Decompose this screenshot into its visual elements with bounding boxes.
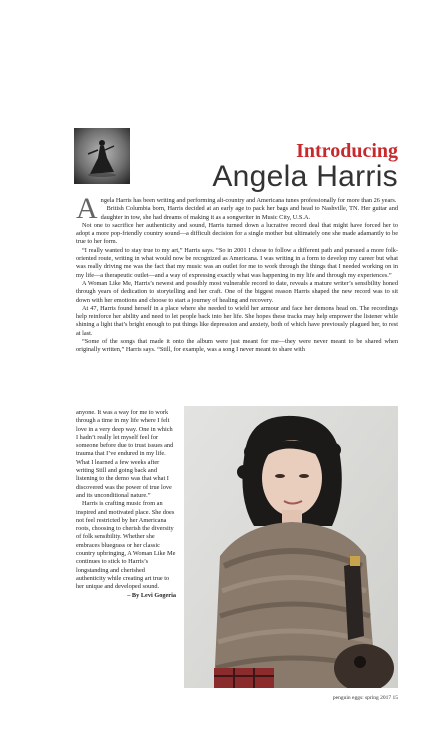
- paragraph: A Woman Like Me, Harris’s newest and possibly most vulnerable record to date, reveals a mature writer’s sensibility honed through years of dedication to storytelling and her craft. One of the biggest reason Harris shaped the new record was to sit down with her emotions and choose to start a journey of healing and recovery.: [76, 279, 398, 304]
- paragraph: “Some of the songs that made it onto the album were just meant for me—they were never meant to be shared when originally written,” Harris says. “Still, for example, was a song I never meant to share with: [76, 338, 398, 354]
- paragraph: Not one to sacrifice her authenticity and sound, Harris turned down a lucrative record deal that might have forced her to adopt a more pop-friendly country sound—a difficult decision for a single mother but ultimately one she made adamantly to be true to her form.: [76, 221, 398, 246]
- paragraph: Harris is crafting music from an inspired and motivated place. She does not feel restricted by her Americana roots, choosing to cherish the diversity of folk sensibility. Whether she embraces bluegrass or her classic country upbringing, A Woman Like Me continues to stick to Harris’s longstanding and cherished authenticity while creating art true to her unique and developed sound.: [76, 500, 176, 591]
- article-body-top: [76, 192, 398, 355]
- artist-photo: [184, 406, 398, 688]
- byline: – By Levi Gogeria: [127, 591, 176, 599]
- lead-text: ngela Harris has been writing and performing alt-country and Americana tunes professionally for more than 26 years.: [100, 197, 397, 204]
- album-cover-image: [74, 128, 130, 184]
- section-kicker: Introducing: [296, 140, 398, 162]
- album-cover-thumbnail: [74, 128, 130, 184]
- article-title: Angela Harris: [212, 160, 398, 193]
- paragraph: “I really wanted to stay true to my art,” Harris says. “So in 2001 I chose to follow a different path and pursued a more folk-oriented route, writing in what would now be recognized as Americana. I was writing in a form to develop my career but what was really driving me was the fact that my music was an outlet for me to work through the things that I needed working on in my life—a therapeutic outlet—and a way of expressing exactly what was happening in my life and through my experiences.”: [76, 246, 398, 279]
- artist-portrait-image: [184, 406, 398, 688]
- article-body-column: [76, 409, 176, 600]
- paragraph: British Columbia born, Harris decided at an early age to pack her bags and head to Nashville, TN. Her guitar and daughter in tow, she had dreams of making it as a songwriter in Music City, U.S.A.: [100, 205, 398, 221]
- paragraph: At 47, Harris found herself in a place where she needed to wield her armour and face her demons head on. The recordings help reinforce her ability and need to let people back into her life. She hopes these tracks may help empower the listener while shining a light that’s bright enough to put things like depression and anxiety, both of which have previously plagued her, to rest at last.: [76, 304, 398, 337]
- drop-cap: A: [76, 192, 98, 225]
- page-footer: penguin eggs: spring 2017 15: [332, 695, 398, 701]
- paragraph: anyone. It was a way for me to work through a time in my life where I felt love in a very deep way. One in which I hadn’t really let myself feel for someone before due to trust issues and trauma that I’ve endured in my life. What I learned a few weeks after writing Still and going back and listening to the demo was that what I discovered was the power of true love and its unconditional nature.”: [76, 409, 174, 499]
